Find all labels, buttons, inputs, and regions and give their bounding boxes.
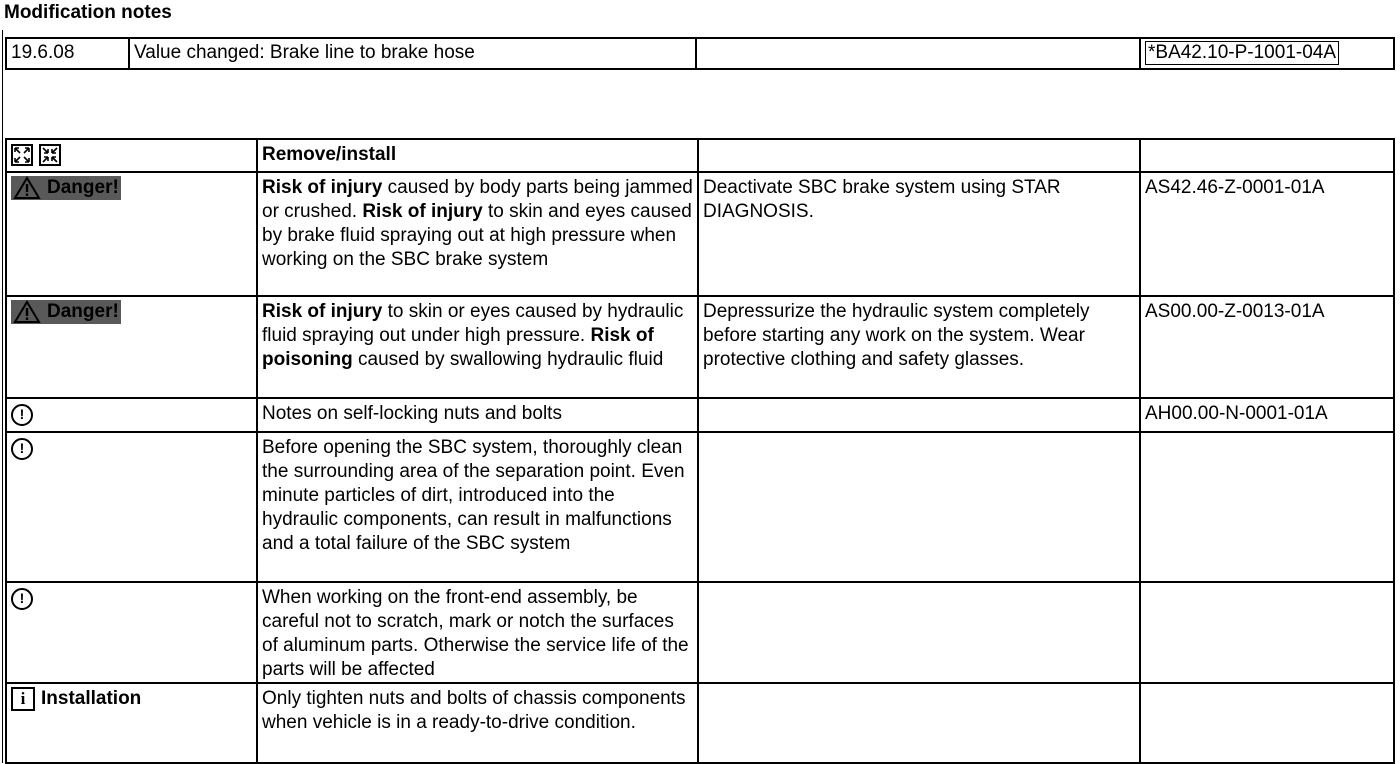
risk-text: caused by swallowing hydraulic fluid	[352, 349, 664, 370]
install-empty	[698, 683, 1140, 763]
danger-text-1	[257, 172, 698, 296]
danger-action-1: Deactivate SBC brake system using STAR DIAGNOSIS.	[698, 172, 1140, 296]
note-empty-3b	[1140, 582, 1394, 683]
note-icon-cell-1	[6, 398, 257, 432]
modification-reference-cell	[1140, 38, 1394, 69]
collapse-arrows-icon[interactable]	[39, 144, 61, 166]
danger-cell-2	[6, 296, 257, 398]
note-empty-2	[698, 432, 1140, 582]
note-icon: !	[11, 438, 33, 460]
modification-empty-cell	[696, 38, 1140, 69]
note-empty-1	[698, 398, 1140, 432]
remove-install-table	[5, 138, 1395, 764]
install-label: Installation	[41, 688, 142, 709]
danger-action-2: Depressurize the hydraulic system completely before starting any work on the system. Wear protective clothing and safety glasses.	[698, 296, 1140, 398]
install-cell	[6, 683, 257, 763]
risk-label: Risk of injury	[362, 201, 483, 222]
modification-description: Value changed: Brake line to brake hose	[129, 38, 696, 69]
expand-arrows-icon[interactable]	[11, 144, 33, 166]
modification-reference-link[interactable]: *BA42.10-P-1001-04A	[1145, 41, 1339, 65]
info-icon: i	[11, 687, 35, 711]
note-text-1: Notes on self-locking nuts and bolts	[257, 398, 698, 432]
header-empty-cell	[698, 139, 1140, 172]
risk-text: to skin and eyes caused by brake fluid spraying out at high pressure when working on the SBC brake system	[262, 201, 692, 270]
header-icons-cell	[6, 139, 257, 172]
danger-text-2	[257, 296, 698, 398]
danger-reference-2[interactable]: AS00.00-Z-0013-01A	[1140, 296, 1394, 398]
risk-label: Risk of poisoning	[262, 325, 654, 370]
note-icon-cell-3	[6, 582, 257, 683]
page-title: Modification notes	[4, 2, 172, 23]
note-text-3: When working on the front-end assembly, be careful not to scratch, mark or notch the surfaces of aluminum parts. Otherwise the service life of the parts will be affected	[257, 582, 698, 683]
modification-table	[5, 37, 1395, 70]
note-empty-2b	[1140, 432, 1394, 582]
note-icon: !	[11, 588, 33, 610]
danger-row-1	[6, 172, 1394, 296]
install-text: Only tighten nuts and bolts of chassis components when vehicle is in a ready-to-drive condition.	[257, 683, 698, 763]
danger-badge	[11, 176, 121, 200]
header-title: Remove/install	[257, 139, 698, 172]
danger-reference-1[interactable]: AS42.46-Z-0001-01A	[1140, 172, 1394, 296]
note-text-2: Before opening the SBC system, thoroughly clean the surrounding area of the separation point. Even minute particles of dirt, introduced into the hydraulic components, can result in malfunctions and a total failure of the SBC system	[257, 432, 698, 582]
danger-label: Danger!	[47, 177, 119, 198]
risk-text: to skin or eyes caused by hydraulic fluid spraying out under high pressure.	[262, 301, 684, 346]
risk-label: Risk of injury	[262, 177, 383, 198]
risk-label: Risk of injury	[262, 301, 383, 322]
danger-row-2	[6, 296, 1394, 398]
warning-triangle-icon	[13, 300, 41, 324]
risk-text: caused by body parts being jammed or crushed.	[262, 177, 693, 222]
note-row-1	[6, 398, 1394, 432]
danger-label: Danger!	[47, 301, 119, 322]
install-empty-b	[1140, 683, 1394, 763]
danger-badge	[11, 300, 121, 324]
note-row-3	[6, 582, 1394, 683]
header-row	[6, 139, 1394, 172]
modification-date: 19.6.08	[6, 38, 129, 69]
install-row	[6, 683, 1394, 763]
left-margin-rule	[2, 30, 3, 763]
warning-triangle-icon	[13, 176, 41, 200]
note-icon-cell-2	[6, 432, 257, 582]
note-reference-1[interactable]: AH00.00-N-0001-01A	[1140, 398, 1394, 432]
note-empty-3	[698, 582, 1140, 683]
modification-row	[6, 38, 1394, 69]
danger-cell-1	[6, 172, 257, 296]
header-empty-cell-2	[1140, 139, 1394, 172]
note-icon: !	[11, 404, 33, 426]
note-row-2	[6, 432, 1394, 582]
